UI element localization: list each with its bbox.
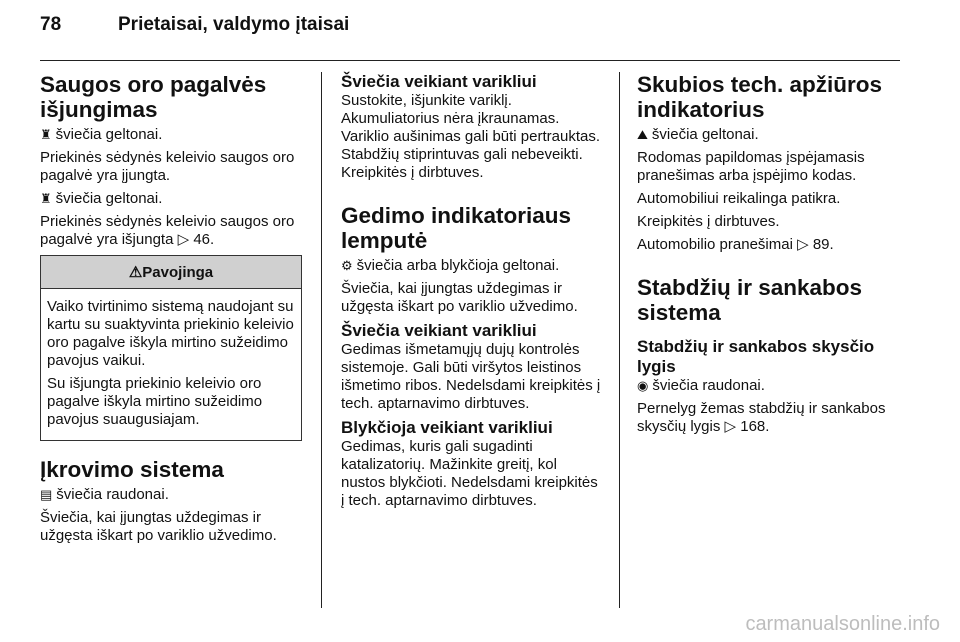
page-ref-icon: ▷ (177, 231, 190, 248)
page-ref-icon: ▷ (724, 418, 737, 435)
paragraph: Pernelyg žemas stabdžių ir sankabos skysčių lygis (637, 400, 886, 435)
paragraph: Rodomas papildomas įspėjamasis pranešimas arba įspėjimo kodas. (637, 149, 865, 184)
section-title-brake: Stabdžių ir sankabos sistema (637, 275, 863, 325)
watermark: carmanualsonline.info (745, 613, 940, 635)
paragraph: Kreipkitės į dirbtuves. (637, 213, 780, 230)
section-title-airbag: Saugos oro pagalvės išjungimas (40, 72, 267, 122)
page-number: 78 (40, 14, 62, 35)
status-text: šviečia raudonai. (652, 377, 765, 394)
section-title-service: Skubios tech. apžiūros indikatorius (637, 72, 883, 122)
subsection-title: Stabdžių ir sankabos skysčio lygis (637, 337, 875, 376)
warning-title: Pavojinga (142, 264, 214, 281)
engine-icon: ⚙ (341, 258, 353, 273)
page-ref: 89. (812, 236, 834, 253)
page-title: Prietaisai, valdymo įtaisai (118, 14, 350, 35)
warning-text: Su išjungta priekinio keleivio oro pagalve iškyla mirtino sužeidimo pavojus suaugusiajam. (47, 375, 263, 428)
column-divider (619, 72, 620, 608)
page-ref: 168. (740, 418, 770, 435)
subsection-title: Blykčioja veikiant varikliui (341, 418, 553, 437)
section-title-mil: Gedimo indikatoriaus lemputė (341, 203, 572, 253)
battery-icon: ▤ (40, 487, 53, 502)
paragraph: Gedimas, kuris gali sugadinti katalizatorių. Mažinkite greitį, kol nustos blykčioti. Nedelsdami kreipkitės į tech. aptarnavimo dirbtuves. (341, 438, 598, 509)
status-text: šviečia geltonai. (55, 126, 163, 143)
status-text: šviečia arba blykčioja geltonai. (356, 257, 560, 274)
page-ref: 46. (193, 231, 215, 248)
subsection-title: Šviečia veikiant varikliui (341, 321, 537, 340)
subsection-title: Šviečia veikiant varikliui (341, 72, 537, 91)
column-3 (637, 72, 907, 441)
paragraph: Sustokite, išjunkite variklį. Akumuliatorius nėra įkraunamas. Variklio aušinimas gali būti pertrauktas. Stabdžių stiprintuvas gali nebeveikti. Kreipkitės į dirbtuves. (341, 92, 601, 181)
paragraph: Šviečia, kai įjungtas uždegimas ir užgęsta iškart po variklio užvedimo. (341, 280, 578, 315)
airbag-off-icon: ♜ (40, 191, 52, 206)
status-text: šviečia geltonai. (651, 126, 759, 143)
column-divider (321, 72, 322, 608)
section-title-charging: Įkrovimo sistema (40, 457, 224, 482)
paragraph: Gedimas išmetamųjų dujų kontrolės sistemoje. Gali būti viršytos leistinos išmetimo ribos. Nedelsdami kreipkitės į tech. aptarnavimo dirbtuves. (341, 341, 601, 412)
warning-header (41, 256, 301, 289)
warning-icon: ⚠ (128, 264, 143, 281)
column-2 (341, 72, 603, 515)
paragraph: Šviečia, kai įjungtas uždegimas ir užgęsta iškart po variklio užvedimo. (40, 509, 277, 544)
header-rule (40, 60, 900, 61)
status-text: šviečia raudonai. (56, 486, 169, 503)
brake-fluid-icon: ◉ (637, 378, 649, 393)
page-ref-icon: ▷ (797, 236, 809, 253)
paragraph: Priekinės sėdynės keleivio saugos oro pagalvė yra išjungta (40, 213, 295, 248)
car-wrench-icon: ⛰ (637, 127, 648, 142)
warning-text: Vaiko tvirtinimo sistemą naudojant su kartu su suaktyvinta priekinio keleivio oro pagalve iškyla mirtino sužeidimo pavojus vaikui. (47, 298, 294, 369)
column-1 (40, 72, 302, 550)
paragraph: Automobiliui reikalinga patikra. (637, 190, 841, 207)
warning-box (40, 255, 302, 441)
airbag-on-icon: ♜ (40, 127, 52, 142)
status-text: šviečia geltonai. (55, 190, 163, 207)
paragraph: Priekinės sėdynės keleivio saugos oro pagalvė yra įjungta. (40, 149, 295, 184)
paragraph: Automobilio pranešimai (637, 236, 793, 253)
